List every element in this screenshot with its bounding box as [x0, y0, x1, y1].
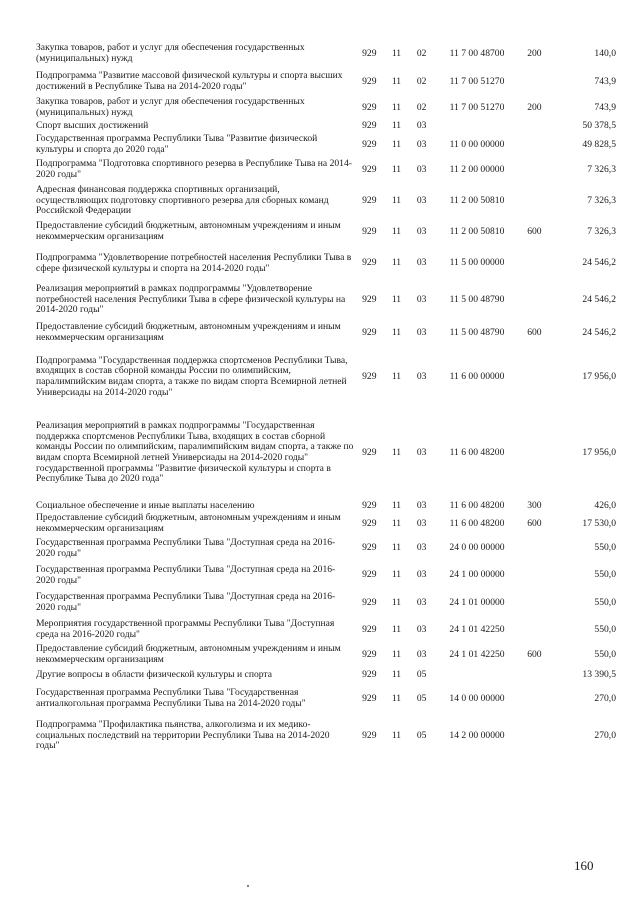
row-name: Государственная программа Республики Тыва "Государственная антиалкогольная программа Республики Тыва на 2014-2020 годы"	[36, 687, 306, 709]
row-name: Социальное обеспечение и иные выплаты населению	[36, 500, 255, 512]
row-name: Закупка товаров, работ и услуг для обеспечения государственных (муниципальных) нужд	[36, 96, 305, 118]
row-section: 11	[391, 293, 402, 305]
row-sum: 743,9	[594, 75, 616, 87]
row-sum: 13 390,5	[582, 668, 616, 680]
table-row	[36, 96, 616, 120]
row-section: 11	[391, 542, 402, 554]
row-expense-type	[519, 683, 549, 715]
row-name: Предоставление субсидий бюджетным, автономным учреждениям и иным некоммерческим организациям	[36, 220, 341, 242]
row-sum: 24 546,2	[582, 326, 616, 338]
table-row	[36, 667, 616, 683]
row-section: 11	[391, 623, 402, 635]
row-grbs: 929	[362, 596, 377, 608]
row-grbs: 929	[362, 225, 377, 237]
row-name: Адресная финансовая поддержка спортивных организаций, осуществляющих подготовку спортивного резерва для сборных команд Российской Федерации	[36, 184, 329, 217]
row-grbs: 929	[362, 569, 377, 581]
row-subsection: 03	[416, 648, 427, 660]
row-target-item: 11 2 00 50810	[449, 194, 505, 206]
row-name: Подпрограмма "Удовлетворение потребностей населения Республики Тыва в сфере физической культуры и спорта на 2014-2020 годы"	[36, 251, 352, 274]
row-subsection: 03	[416, 120, 427, 132]
table-row	[36, 348, 616, 406]
row-section: 11	[391, 163, 402, 175]
row-subsection: 03	[416, 370, 427, 382]
row-subsection: 03	[416, 569, 427, 581]
table-row	[36, 562, 616, 589]
row-expense-type: 600	[527, 517, 542, 529]
row-target-item: 11 0 00 00000	[449, 138, 505, 150]
row-name: Подпрограмма "Профилактика пьянства, алкоголизма и их медико-социальных последствий на территории Республики Тыва на 2014-2020 годы"	[36, 719, 330, 752]
table-row	[36, 183, 616, 219]
row-target-item: 14 0 00 00000	[449, 692, 505, 704]
table-row	[36, 406, 616, 500]
row-target-item: 14 2 00 00000	[449, 729, 505, 741]
row-sum: 550,0	[594, 542, 616, 554]
row-section: 11	[391, 326, 402, 338]
row-target-item: 24 1 01 42250	[449, 648, 505, 660]
row-grbs: 929	[362, 138, 377, 150]
row-expense-type	[519, 589, 549, 617]
row-section: 11	[391, 692, 402, 704]
row-target-item: 11 5 00 48790	[449, 293, 505, 305]
row-section: 11	[391, 569, 402, 581]
row-grbs: 929	[362, 729, 377, 741]
row-target-item: 11 6 00 48200	[449, 517, 505, 529]
row-expense-type	[519, 183, 549, 219]
row-sum: 7 326,3	[587, 225, 616, 237]
row-subsection: 03	[416, 194, 427, 206]
table-row	[36, 68, 616, 96]
row-grbs: 929	[362, 648, 377, 660]
row-expense-type: 300	[527, 500, 542, 512]
row-sum: 140,0	[594, 47, 616, 59]
row-subsection: 03	[416, 446, 427, 458]
row-expense-type: 200	[527, 101, 542, 113]
row-grbs: 929	[362, 542, 377, 554]
row-subsection: 03	[416, 138, 427, 150]
row-expense-type	[519, 535, 549, 562]
row-name: Государственная программа Республики Тыва "Развитие физической культуры и спорта до 2020 года"	[36, 133, 318, 155]
row-target-item: 11 2 00 00000	[449, 163, 505, 175]
row-name: Подпрограмма "Развитие массовой физической культуры и спорта высших достижений в Республике Тыва на 2014-2020 годы"	[36, 70, 343, 92]
row-target-item: 11 5 00 48790	[449, 326, 505, 338]
row-sum: 50 378,5	[582, 120, 616, 132]
row-grbs: 929	[362, 668, 377, 680]
table-row	[36, 500, 616, 513]
row-grbs: 929	[362, 257, 377, 269]
row-grbs: 929	[362, 163, 377, 175]
row-sum: 270,0	[594, 729, 616, 741]
row-section: 11	[391, 138, 402, 150]
row-section: 11	[391, 729, 402, 741]
row-section: 11	[391, 648, 402, 660]
row-section: 11	[391, 370, 402, 382]
row-expense-type: 200	[527, 47, 542, 59]
row-name: Мероприятия государственной программы Республики Тыва "Доступная среда на 2016-2020 годы"	[36, 618, 335, 640]
row-subsection: 03	[416, 326, 427, 338]
row-expense-type	[519, 68, 549, 96]
row-subsection: 03	[416, 623, 427, 635]
row-target-item: 11 6 00 00000	[449, 370, 505, 382]
row-name: Предоставление субсидий бюджетным, автономным учреждениям и иным некоммерческим организациям	[36, 512, 341, 534]
row-sum: 743,9	[594, 101, 616, 113]
row-expense-type	[519, 157, 549, 183]
row-grbs: 929	[362, 370, 377, 382]
row-sum: 24 546,2	[582, 293, 616, 305]
table-row	[36, 617, 616, 643]
row-grbs: 929	[362, 47, 377, 59]
row-subsection: 03	[416, 293, 427, 305]
row-section: 11	[391, 225, 402, 237]
row-target-item: 11 6 00 48200	[449, 500, 505, 512]
row-name: Государственная программа Республики Тыва "Доступная среда на 2016-2020 годы"	[36, 563, 336, 586]
row-expense-type: 600	[527, 225, 542, 237]
row-section: 11	[391, 596, 402, 608]
row-name: Предоставление субсидий бюджетным, автономным учреждениям и иным некоммерческим организациям	[36, 321, 341, 343]
row-grbs: 929	[362, 194, 377, 206]
row-section: 11	[391, 120, 402, 132]
row-sum: 24 546,2	[582, 257, 616, 269]
row-expense-type	[519, 406, 549, 500]
row-target-item: 11 7 00 51270	[449, 75, 505, 87]
row-target-item	[435, 120, 520, 133]
row-sum: 17 956,0	[582, 370, 616, 382]
scan-dot-mark	[247, 885, 249, 887]
row-section: 11	[391, 446, 402, 458]
row-name: Государственная программа Республики Тыва "Доступная среда на 2016-2020 годы"	[36, 591, 336, 613]
row-name: Подпрограмма "Подготовка спортивного резерва в Республике Тыва на 2014-2020 годы"	[36, 158, 352, 180]
row-subsection: 03	[416, 257, 427, 269]
row-expense-type	[519, 133, 549, 157]
table-row	[36, 318, 616, 348]
table-row	[36, 157, 616, 183]
row-section: 11	[391, 194, 402, 206]
row-name: Другие вопросы в области физической культуры и спорта	[36, 668, 272, 680]
row-grbs: 929	[362, 446, 377, 458]
row-name: Реализация мероприятий в рамках подпрограммы "Удовлетворение потребностей населения Республики Тыва в сфере физической культуры на 2014-2020 годы"	[36, 283, 346, 316]
row-name: Закупка товаров, работ и услуг для обеспечения государственных (муниципальных) нужд	[36, 42, 305, 64]
row-target-item: 11 7 00 51270	[449, 101, 505, 113]
row-sum: 550,0	[594, 596, 616, 608]
row-section: 11	[391, 257, 402, 269]
row-section: 11	[391, 47, 402, 59]
row-expense-type	[519, 282, 549, 318]
row-name: Предоставление субсидий бюджетным, автономным учреждениям и иным некоммерческим организациям	[36, 643, 341, 665]
row-target-item	[435, 667, 520, 683]
row-expense-type: 600	[527, 326, 542, 338]
row-target-item: 11 6 00 48200	[449, 446, 505, 458]
row-expense-type	[519, 245, 549, 282]
row-name: Государственная программа Республики Тыва "Доступная среда на 2016-2020 годы"	[36, 536, 336, 559]
row-grbs: 929	[362, 326, 377, 338]
row-section: 11	[391, 517, 402, 529]
page-number: 160	[574, 858, 594, 873]
row-sum: 17 956,0	[582, 446, 616, 458]
row-sum: 7 326,3	[587, 163, 616, 175]
row-target-item: 11 7 00 48700	[449, 47, 505, 59]
row-section: 11	[391, 101, 402, 113]
row-target-item: 24 0 00 00000	[449, 542, 505, 554]
row-expense-type	[519, 667, 549, 683]
row-subsection: 02	[416, 47, 427, 59]
budget-table	[36, 40, 616, 757]
row-section: 11	[391, 668, 402, 680]
row-section: 11	[391, 75, 402, 87]
row-subsection: 03	[416, 596, 427, 608]
row-grbs: 929	[362, 101, 377, 113]
row-sum: 426,0	[594, 500, 616, 512]
table-row	[36, 715, 616, 757]
table-row	[36, 683, 616, 715]
row-expense-type	[519, 715, 549, 757]
row-target-item: 24 1 01 00000	[449, 596, 505, 608]
row-sum: 49 828,5	[582, 138, 616, 150]
table-row	[36, 589, 616, 617]
row-grbs: 929	[362, 293, 377, 305]
row-sum: 550,0	[594, 569, 616, 581]
table-row	[36, 643, 616, 667]
row-grbs: 929	[362, 75, 377, 87]
row-expense-type	[519, 562, 549, 589]
row-target-item: 24 1 01 42250	[449, 623, 505, 635]
table-row	[36, 535, 616, 562]
row-sum: 7 326,3	[587, 194, 616, 206]
row-expense-type	[519, 617, 549, 643]
row-subsection: 05	[416, 729, 427, 741]
table-row	[36, 245, 616, 282]
row-subsection: 02	[416, 75, 427, 87]
row-expense-type: 600	[527, 648, 542, 660]
row-expense-type	[519, 120, 549, 133]
row-subsection: 02	[416, 101, 427, 113]
row-grbs: 929	[362, 692, 377, 704]
row-sum: 550,0	[594, 623, 616, 635]
row-grbs: 929	[362, 517, 377, 529]
table-row	[36, 282, 616, 318]
row-grbs: 929	[362, 500, 377, 512]
row-subsection: 03	[416, 163, 427, 175]
row-subsection: 03	[416, 225, 427, 237]
row-subsection: 05	[416, 692, 427, 704]
row-name: Спорт высших достижений	[36, 120, 149, 132]
table-row	[36, 513, 616, 535]
budget-table-body	[36, 40, 616, 757]
row-grbs: 929	[362, 120, 377, 132]
row-subsection: 05	[416, 668, 427, 680]
row-target-item: 11 5 00 00000	[449, 257, 505, 269]
row-section: 11	[391, 500, 402, 512]
row-sum: 270,0	[594, 692, 616, 704]
row-name: Реализация мероприятий в рамках подпрограммы "Государственная поддержка спортсменов Республики Тыва, входящих в состав сборной команды России по олимпийским, паралимпийским видам спорта, а также по видам спорта Всемирной летней Универсиады на 2014-2020 годы" государственной программы "Развитие физической культуры и спорта в Республике Тыва до 2020 года"	[36, 420, 354, 485]
table-row	[36, 120, 616, 133]
table-row	[36, 219, 616, 245]
row-sum: 17 530,0	[582, 517, 616, 529]
row-grbs: 929	[362, 623, 377, 635]
table-row	[36, 133, 616, 157]
row-subsection: 03	[416, 517, 427, 529]
row-subsection: 03	[416, 500, 427, 512]
row-name: Подпрограмма "Государственная поддержка спортсменов Республики Тыва, входящих в состав сборной команды России по олимпийским, паралимпийским видам спорта, а также по видам спорта Всемирной летней Универсиады на 2014-2020 годы"	[36, 354, 348, 398]
table-row	[36, 40, 616, 68]
row-expense-type	[519, 348, 549, 406]
row-sum: 550,0	[594, 648, 616, 660]
row-target-item: 24 1 00 00000	[449, 569, 505, 581]
row-target-item: 11 2 00 50810	[449, 225, 505, 237]
row-subsection: 03	[416, 542, 427, 554]
